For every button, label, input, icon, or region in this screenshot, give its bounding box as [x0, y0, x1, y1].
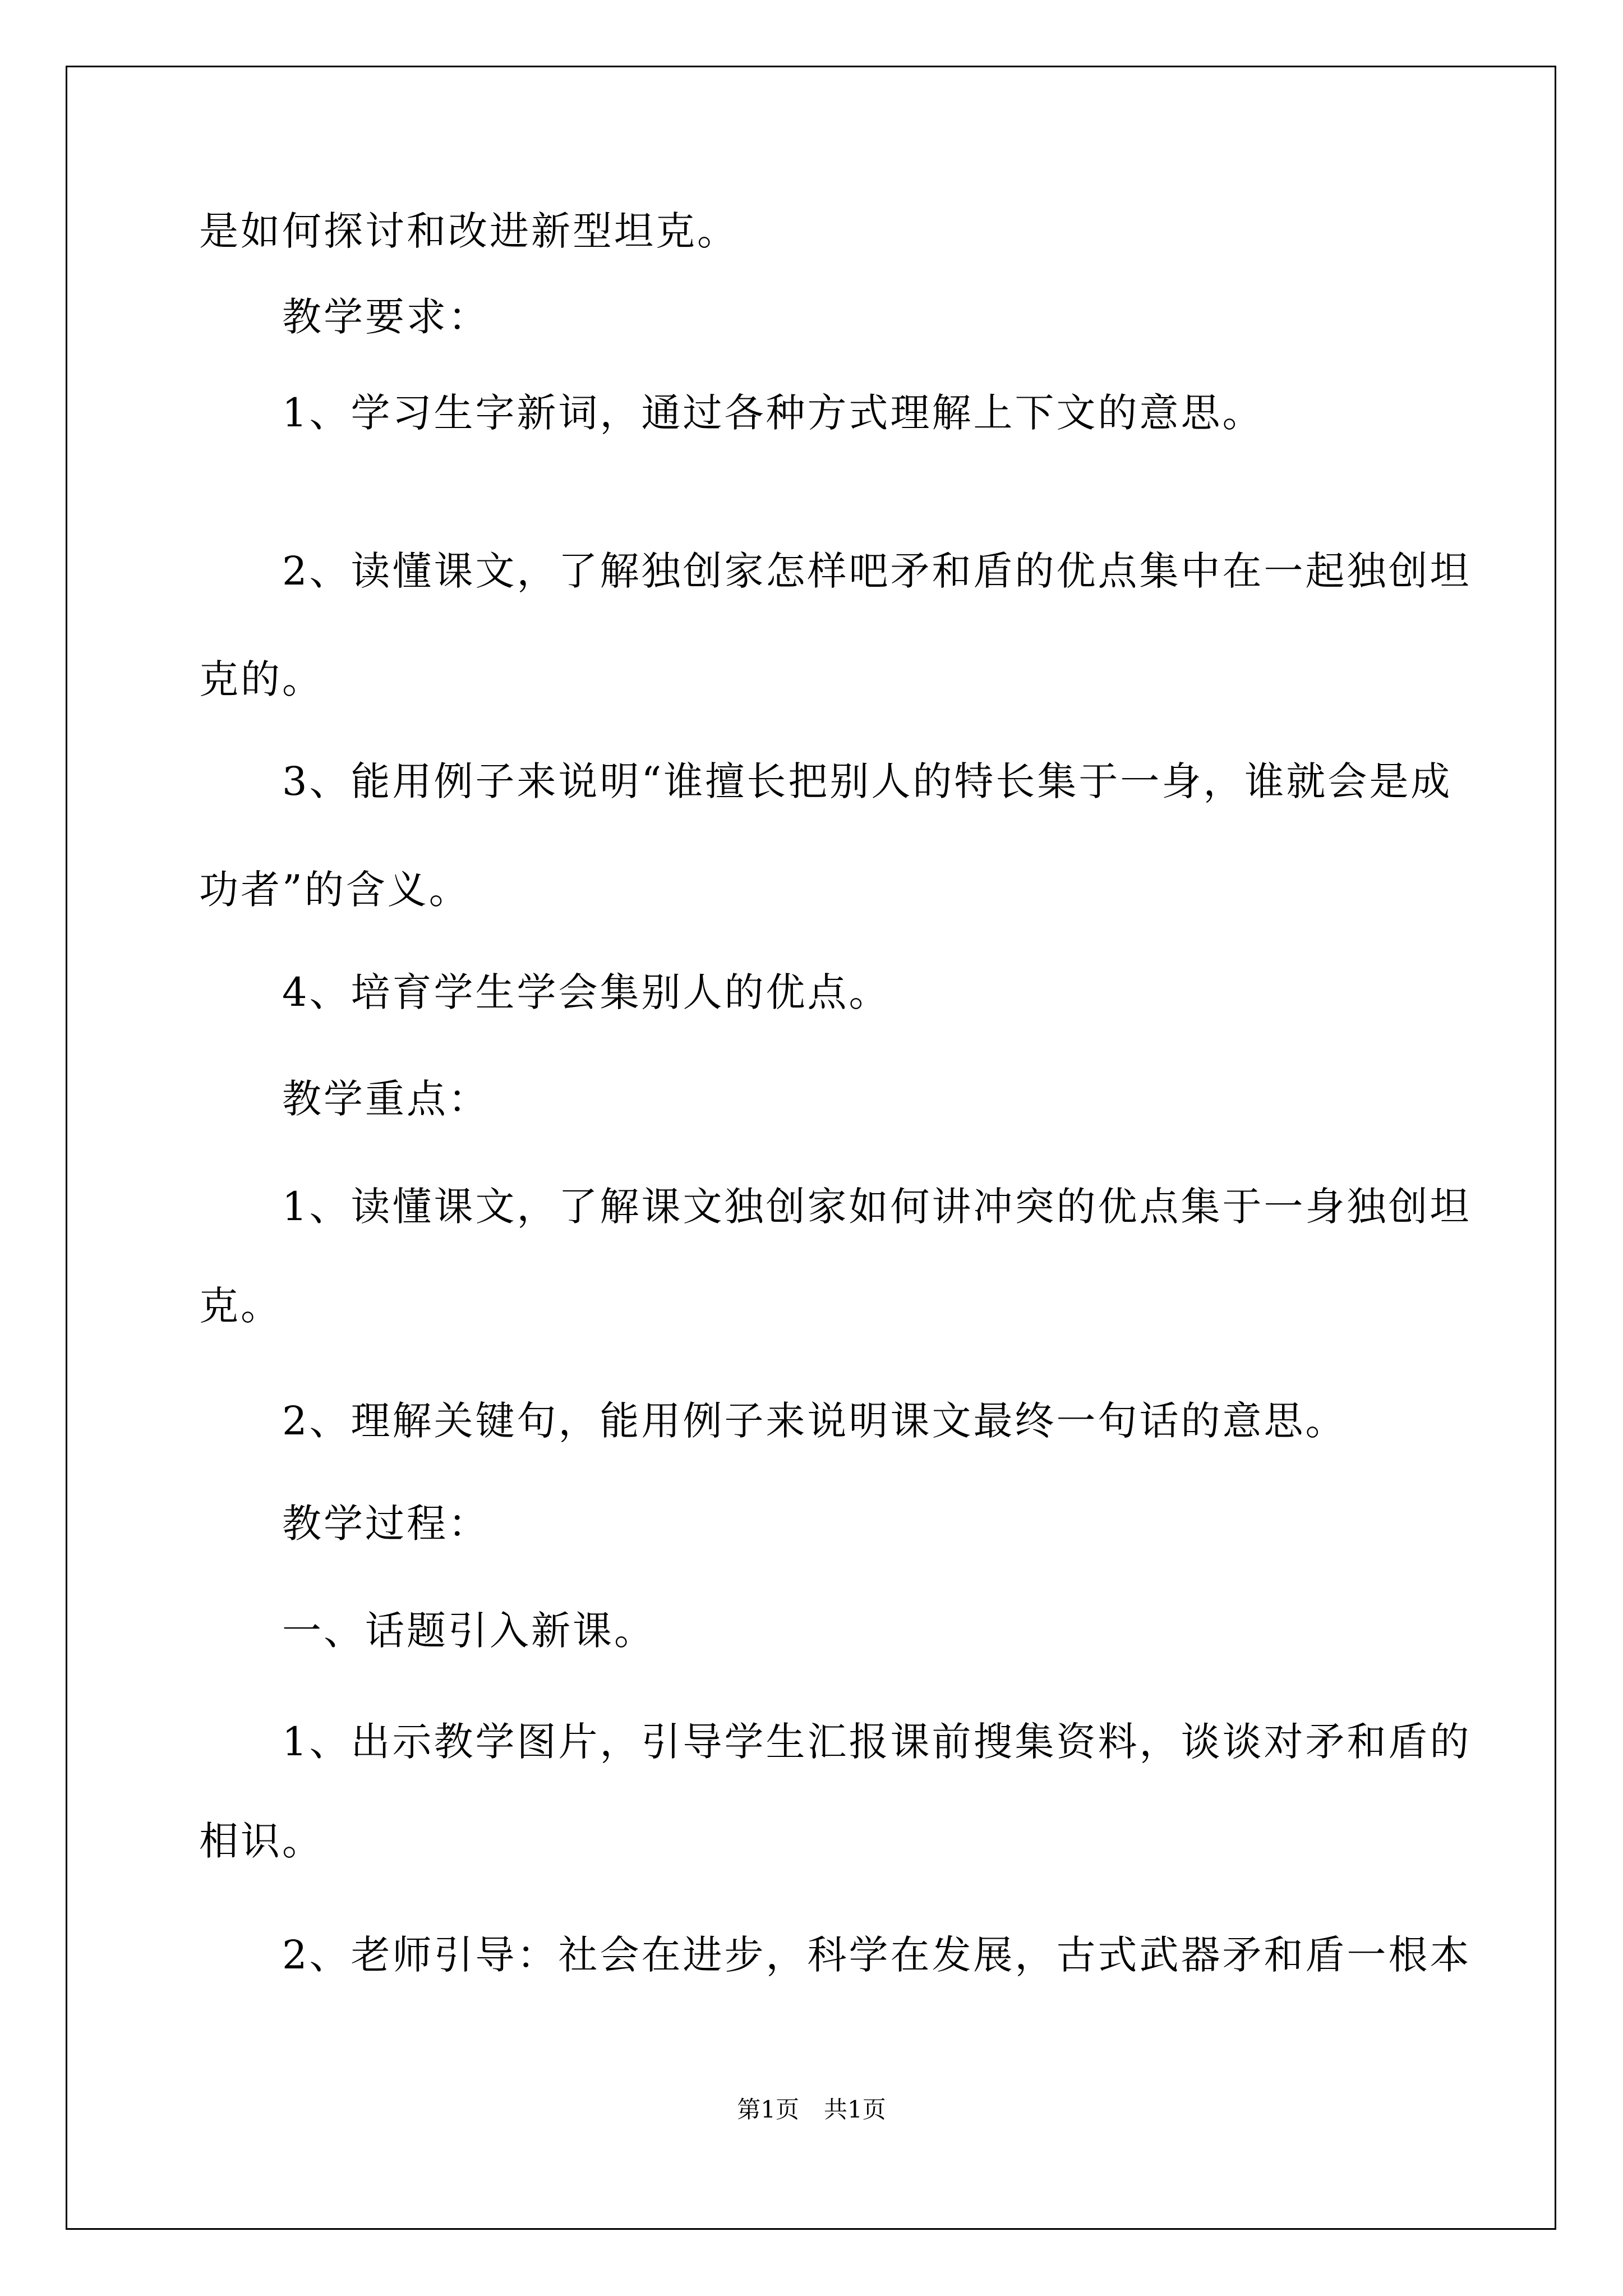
requirement-item-2-continuation: 克的。	[199, 656, 324, 702]
process-item-1: 1、出示教学图片，引导学生汇报课前搜集资料，谈谈对矛和盾的	[282, 1719, 1472, 1765]
requirement-item-4: 4、培育学生学会集别人的优点。	[282, 969, 891, 1015]
page-footer	[0, 2094, 1623, 2125]
process-section-1: 一、话题引入新课。	[282, 1608, 656, 1654]
process-item-2: 2、老师引导：社会在进步，科学在发展，古式武器矛和盾一根本	[282, 1932, 1472, 1978]
requirement-item-1: 1、学习生字新词，通过各种方式理解上下文的意思。	[282, 390, 1264, 436]
process-item-1-continuation: 相识。	[199, 1818, 324, 1864]
focus-item-1-continuation: 克。	[199, 1283, 282, 1329]
page-total-label: 共1页	[824, 2096, 886, 2123]
requirement-item-3: 3、能用例子来说明“谁擅长把别人的特长集于一身，谁就会是成	[282, 758, 1453, 804]
focus-item-1: 1、读懂课文，了解课文独创家如何讲冲突的优点集于一身独创坦	[282, 1184, 1472, 1230]
heading-teaching-requirements: 教学要求：	[282, 294, 490, 340]
focus-item-2: 2、理解关键句，能用例子来说明课文最终一句话的意思。	[282, 1398, 1347, 1444]
requirement-item-2: 2、读懂课文，了解独创家怎样吧矛和盾的优点集中在一起独创坦	[282, 548, 1472, 594]
heading-teaching-focus: 教学重点：	[282, 1076, 490, 1122]
heading-teaching-process: 教学过程：	[282, 1501, 490, 1547]
requirement-item-3-continuation: 功者”的含义。	[199, 867, 471, 913]
text-line-continuation: 是如何探讨和改进新型坦克。	[199, 208, 739, 254]
page-number-label: 第1页	[737, 2096, 799, 2123]
